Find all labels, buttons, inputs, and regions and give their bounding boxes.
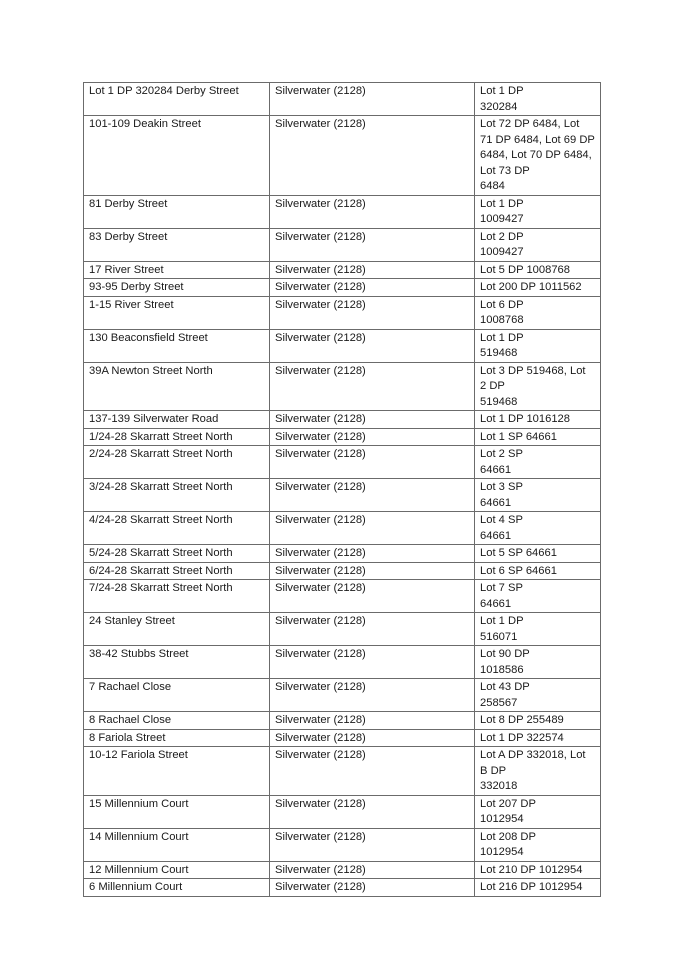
lot-dp-cell: Lot 1 SP 64661 <box>475 428 601 446</box>
lot-dp-cell: Lot 6 DP 1008768 <box>475 296 601 329</box>
lot-dp-cell: Lot 2 DP 1009427 <box>475 228 601 261</box>
suburb-cell: Silverwater (2128) <box>270 879 475 897</box>
table-row <box>84 329 601 362</box>
address-cell: 3/24-28 Skarratt Street North <box>84 479 270 512</box>
lot-dp-cell: Lot 1 DP 1016128 <box>475 411 601 429</box>
lot-dp-cell: Lot 7 SP 64661 <box>475 580 601 613</box>
suburb-cell: Silverwater (2128) <box>270 613 475 646</box>
suburb-cell: Silverwater (2128) <box>270 479 475 512</box>
lot-dp-cell: Lot 90 DP 1018586 <box>475 646 601 679</box>
lot-dp-cell: Lot 2 SP 64661 <box>475 446 601 479</box>
lot-dp-cell: Lot 1 DP 320284 <box>475 83 601 116</box>
address-cell: 81 Derby Street <box>84 195 270 228</box>
address-cell: 5/24-28 Skarratt Street North <box>84 545 270 563</box>
suburb-cell: Silverwater (2128) <box>270 545 475 563</box>
property-lots-table <box>83 82 601 897</box>
address-cell: Lot 1 DP 320284 Derby Street <box>84 83 270 116</box>
suburb-cell: Silverwater (2128) <box>270 116 475 196</box>
table-row <box>84 362 601 411</box>
table-row <box>84 580 601 613</box>
address-cell: 6 Millennium Court <box>84 879 270 897</box>
address-cell: 8 Fariola Street <box>84 729 270 747</box>
suburb-cell: Silverwater (2128) <box>270 296 475 329</box>
lot-dp-cell: Lot 208 DP 1012954 <box>475 828 601 861</box>
lot-dp-cell: Lot 72 DP 6484, Lot 71 DP 6484, Lot 69 DP 6484, Lot 70 DP 6484, Lot 73 DP 6484 <box>475 116 601 196</box>
table-row <box>84 512 601 545</box>
address-cell: 14 Millennium Court <box>84 828 270 861</box>
lot-dp-cell: Lot 216 DP 1012954 <box>475 879 601 897</box>
lot-dp-cell: Lot 3 SP 64661 <box>475 479 601 512</box>
address-cell: 24 Stanley Street <box>84 613 270 646</box>
suburb-cell: Silverwater (2128) <box>270 646 475 679</box>
address-cell: 93-95 Derby Street <box>84 279 270 297</box>
suburb-cell: Silverwater (2128) <box>270 729 475 747</box>
table-row <box>84 261 601 279</box>
table-row <box>84 712 601 730</box>
suburb-cell: Silverwater (2128) <box>270 580 475 613</box>
table-row <box>84 228 601 261</box>
lot-dp-cell: Lot 5 SP 64661 <box>475 545 601 563</box>
lot-dp-cell: Lot 1 DP 1009427 <box>475 195 601 228</box>
lot-dp-cell: Lot 207 DP 1012954 <box>475 795 601 828</box>
address-cell: 12 Millennium Court <box>84 861 270 879</box>
address-cell: 1/24-28 Skarratt Street North <box>84 428 270 446</box>
address-cell: 39A Newton Street North <box>84 362 270 411</box>
table-row <box>84 411 601 429</box>
address-cell: 17 River Street <box>84 261 270 279</box>
table-row <box>84 679 601 712</box>
address-cell: 2/24-28 Skarratt Street North <box>84 446 270 479</box>
suburb-cell: Silverwater (2128) <box>270 562 475 580</box>
address-cell: 130 Beaconsfield Street <box>84 329 270 362</box>
table-row <box>84 828 601 861</box>
lot-dp-cell: Lot 43 DP 258567 <box>475 679 601 712</box>
suburb-cell: Silverwater (2128) <box>270 228 475 261</box>
lot-dp-cell: Lot 8 DP 255489 <box>475 712 601 730</box>
suburb-cell: Silverwater (2128) <box>270 679 475 712</box>
suburb-cell: Silverwater (2128) <box>270 861 475 879</box>
lot-dp-cell: Lot 5 DP 1008768 <box>475 261 601 279</box>
table-row <box>84 279 601 297</box>
address-cell: 15 Millennium Court <box>84 795 270 828</box>
address-cell: 6/24-28 Skarratt Street North <box>84 562 270 580</box>
lot-dp-cell: Lot 4 SP 64661 <box>475 512 601 545</box>
lot-dp-cell: Lot 3 DP 519468, Lot 2 DP 519468 <box>475 362 601 411</box>
address-cell: 1-15 River Street <box>84 296 270 329</box>
table-row <box>84 562 601 580</box>
address-cell: 4/24-28 Skarratt Street North <box>84 512 270 545</box>
suburb-cell: Silverwater (2128) <box>270 83 475 116</box>
address-cell: 83 Derby Street <box>84 228 270 261</box>
suburb-cell: Silverwater (2128) <box>270 279 475 297</box>
address-cell: 7 Rachael Close <box>84 679 270 712</box>
suburb-cell: Silverwater (2128) <box>270 362 475 411</box>
lot-dp-cell: Lot 1 DP 519468 <box>475 329 601 362</box>
address-cell: 7/24-28 Skarratt Street North <box>84 580 270 613</box>
table-row <box>84 879 601 897</box>
table-row <box>84 613 601 646</box>
suburb-cell: Silverwater (2128) <box>270 712 475 730</box>
lot-dp-cell: Lot 1 DP 322574 <box>475 729 601 747</box>
table-row <box>84 428 601 446</box>
table-row <box>84 646 601 679</box>
table-row <box>84 545 601 563</box>
address-cell: 137-139 Silverwater Road <box>84 411 270 429</box>
suburb-cell: Silverwater (2128) <box>270 261 475 279</box>
lot-dp-cell: Lot 210 DP 1012954 <box>475 861 601 879</box>
table-row <box>84 479 601 512</box>
table-row <box>84 795 601 828</box>
lot-dp-cell: Lot 1 DP 516071 <box>475 613 601 646</box>
suburb-cell: Silverwater (2128) <box>270 446 475 479</box>
suburb-cell: Silverwater (2128) <box>270 795 475 828</box>
table-row <box>84 195 601 228</box>
suburb-cell: Silverwater (2128) <box>270 428 475 446</box>
table-row <box>84 116 601 196</box>
table-row <box>84 729 601 747</box>
suburb-cell: Silverwater (2128) <box>270 411 475 429</box>
lot-dp-cell: Lot 6 SP 64661 <box>475 562 601 580</box>
lot-dp-cell: Lot 200 DP 1011562 <box>475 279 601 297</box>
table-row <box>84 83 601 116</box>
table-row <box>84 446 601 479</box>
address-cell: 10-12 Fariola Street <box>84 747 270 796</box>
table-row <box>84 747 601 796</box>
suburb-cell: Silverwater (2128) <box>270 195 475 228</box>
table-row <box>84 861 601 879</box>
address-cell: 8 Rachael Close <box>84 712 270 730</box>
suburb-cell: Silverwater (2128) <box>270 747 475 796</box>
suburb-cell: Silverwater (2128) <box>270 329 475 362</box>
address-cell: 38-42 Stubbs Street <box>84 646 270 679</box>
address-cell: 101-109 Deakin Street <box>84 116 270 196</box>
lot-dp-cell: Lot A DP 332018, Lot B DP 332018 <box>475 747 601 796</box>
table-body <box>84 83 601 897</box>
suburb-cell: Silverwater (2128) <box>270 512 475 545</box>
table-row <box>84 296 601 329</box>
suburb-cell: Silverwater (2128) <box>270 828 475 861</box>
